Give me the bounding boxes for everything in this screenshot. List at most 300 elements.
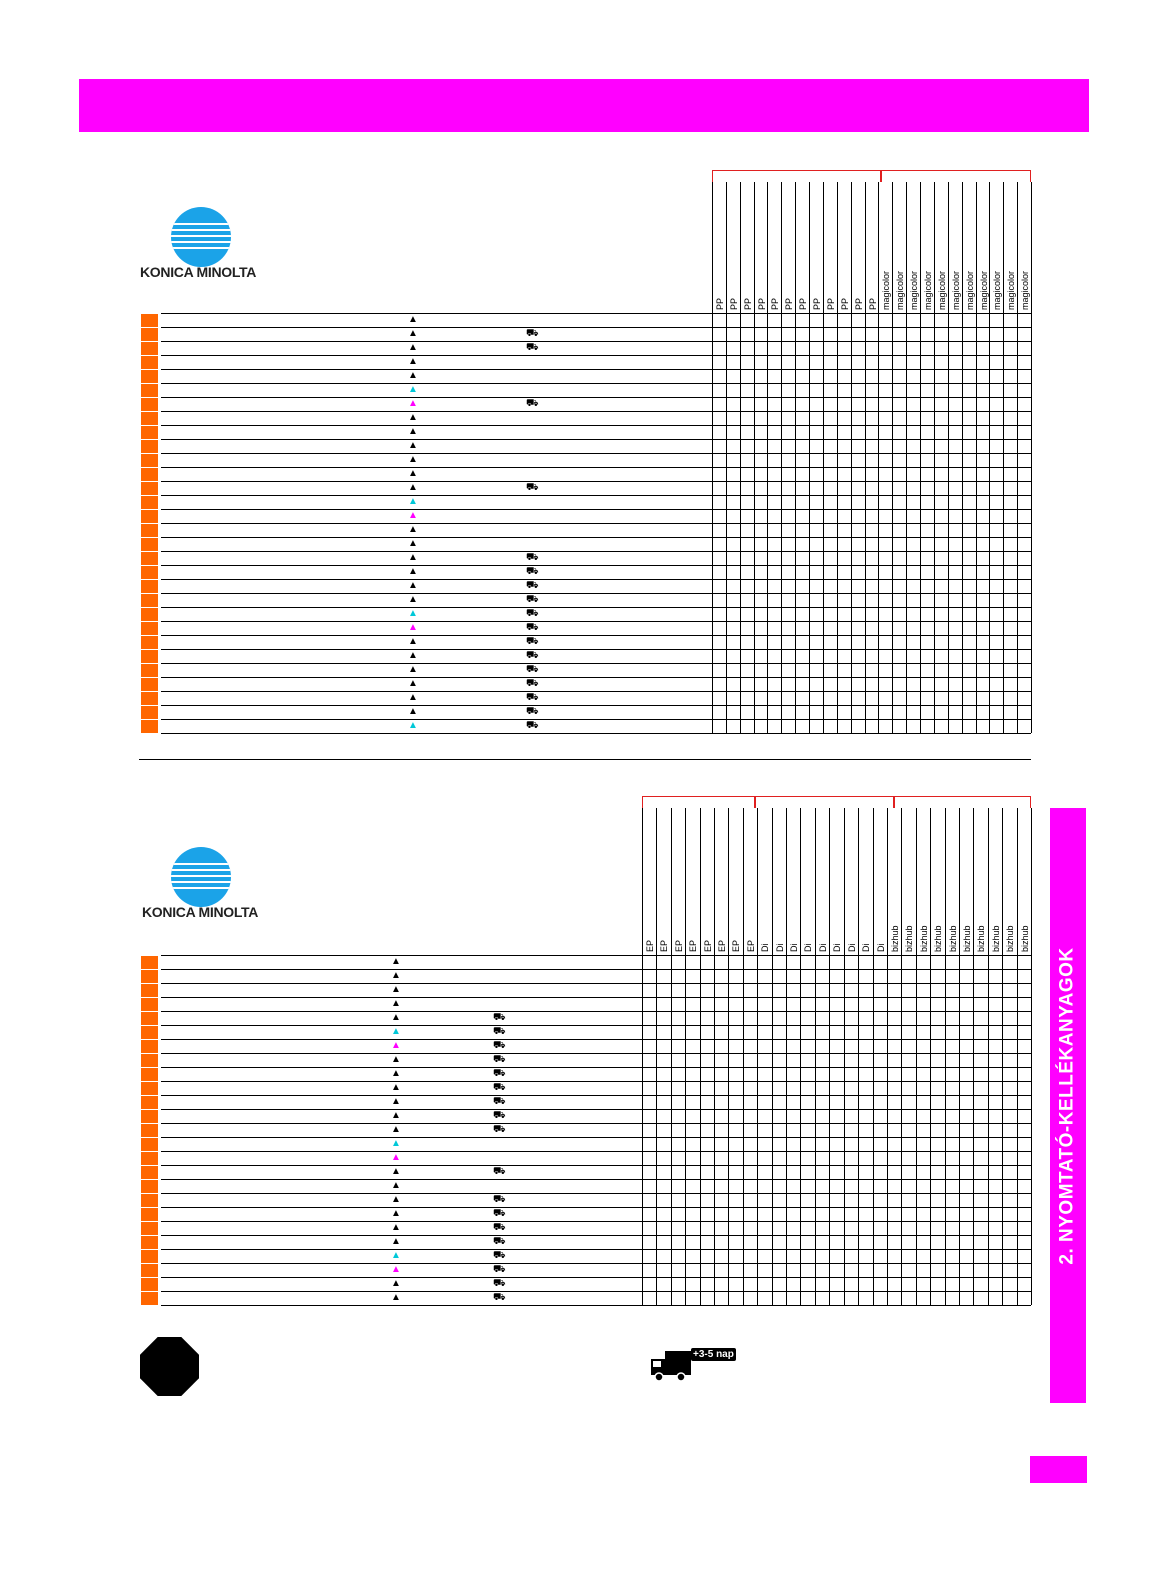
toner-icon: ▲ <box>391 1180 401 1191</box>
toner-icon: ▲ <box>408 496 418 507</box>
toner-icon: ▲ <box>408 608 418 619</box>
grid-column-line <box>728 808 729 1305</box>
row-marker <box>141 1138 158 1151</box>
grid-column-line <box>973 808 974 1305</box>
toner-icon: ▲ <box>391 1082 401 1093</box>
table-row <box>161 1137 1031 1138</box>
column-header-model: bizhub <box>1005 925 1016 952</box>
table-row <box>161 411 1031 412</box>
column-header-model: magicolor <box>909 270 920 310</box>
delivery-truck-icon: ⛟ <box>493 1040 506 1051</box>
table-row <box>161 1109 1031 1110</box>
table-row <box>161 369 1031 370</box>
table-row <box>161 579 1031 580</box>
grid-column-line <box>757 808 758 1305</box>
toner-icon: ▲ <box>391 1166 401 1177</box>
grid-column-line <box>901 808 902 1305</box>
row-marker <box>141 622 158 635</box>
row-marker <box>141 524 158 537</box>
delivery-truck-icon: ⛟ <box>493 1026 506 1037</box>
row-marker <box>141 566 158 579</box>
grid-column-line <box>844 808 845 1305</box>
delivery-truck-icon: ⛟ <box>526 678 539 689</box>
section-side-tab-label: 2. NYOMTATÓ-KELLÉKANYAGOK <box>1057 946 1078 1265</box>
toner-icon: ▲ <box>391 956 401 967</box>
column-header-model: EP <box>659 939 670 952</box>
grid-column-line <box>823 182 824 733</box>
toner-icon: ▲ <box>391 1278 401 1289</box>
grid-column-line <box>740 182 741 733</box>
table-row <box>161 1123 1031 1124</box>
grid-column-line <box>878 182 879 733</box>
header-banner <box>79 79 1089 132</box>
grid-column-line <box>1017 182 1018 733</box>
row-marker <box>141 314 158 327</box>
grid-column-line <box>887 808 888 1305</box>
row-marker <box>141 1040 158 1053</box>
row-marker <box>141 664 158 677</box>
row-marker <box>141 482 158 495</box>
table-row <box>161 327 1031 328</box>
delivery-truck-icon: ⛟ <box>493 1012 506 1023</box>
row-marker <box>141 1068 158 1081</box>
column-header-model: PP <box>867 297 878 310</box>
column-header-model: EP <box>702 939 713 952</box>
toner-icon: ▲ <box>408 720 418 731</box>
column-header-model: PP <box>853 297 864 310</box>
toner-icon: ▲ <box>408 356 418 367</box>
grid-column-line <box>754 182 755 733</box>
grid-column-line <box>800 808 801 1305</box>
row-marker <box>141 370 158 383</box>
table-row <box>161 341 1031 342</box>
toner-icon: ▲ <box>391 1054 401 1065</box>
table-row <box>161 509 1031 510</box>
toner-icon: ▲ <box>408 510 418 521</box>
grid-column-line <box>642 808 643 1305</box>
column-header-model: PP <box>839 297 850 310</box>
table-row <box>161 1277 1031 1278</box>
column-header-model: Di <box>817 943 828 952</box>
column-header-model: EP <box>717 939 728 952</box>
grid-column-line <box>930 808 931 1305</box>
column-header-model: PP <box>825 297 836 310</box>
delivery-truck-icon: ⛟ <box>493 1124 506 1135</box>
column-header-model: EP <box>745 939 756 952</box>
grid-column-line <box>892 182 893 733</box>
toner-icon: ▲ <box>408 594 418 605</box>
column-header-model: PP <box>770 297 781 310</box>
row-marker <box>141 1264 158 1277</box>
table-row <box>161 481 1031 482</box>
delivery-truck-icon: ⛟ <box>526 594 539 605</box>
table-row <box>161 495 1031 496</box>
grid-column-line <box>1002 808 1003 1305</box>
toner-icon: ▲ <box>391 1236 401 1247</box>
grid-column-line <box>815 808 816 1305</box>
toner-icon: ▲ <box>408 440 418 451</box>
column-header-model: Di <box>803 943 814 952</box>
grid-column-line <box>865 182 866 733</box>
delivery-truck-icon: ⛟ <box>493 1250 506 1261</box>
table-row <box>161 1039 1031 1040</box>
grid-column-line <box>959 808 960 1305</box>
table-row <box>161 397 1031 398</box>
toner-icon: ▲ <box>408 314 418 325</box>
grid-column-line <box>916 808 917 1305</box>
row-marker <box>141 1236 158 1249</box>
toner-icon: ▲ <box>408 370 418 381</box>
table-row <box>161 677 1031 678</box>
row-marker <box>141 1250 158 1263</box>
toner-icon: ▲ <box>408 622 418 633</box>
table-row <box>161 705 1031 706</box>
column-header-model: EP <box>673 939 684 952</box>
row-marker <box>141 1096 158 1109</box>
grid-column-line <box>837 182 838 733</box>
toner-icon: ▲ <box>408 664 418 675</box>
table-row <box>161 1151 1031 1152</box>
row-marker <box>141 1180 158 1193</box>
toner-icon: ▲ <box>391 1096 401 1107</box>
column-header-model: EP <box>731 939 742 952</box>
column-header-model: PP <box>812 297 823 310</box>
delivery-truck-icon: ⛟ <box>493 1208 506 1219</box>
toner-icon: ▲ <box>391 1110 401 1121</box>
delivery-truck-icon: ⛟ <box>526 664 539 675</box>
delivery-badge: +3-5 nap <box>693 1349 734 1360</box>
table-row <box>161 439 1031 440</box>
grid-column-line <box>1003 182 1004 733</box>
column-header-model: magicolor <box>1020 270 1031 310</box>
table-row <box>161 1053 1031 1054</box>
row-marker <box>141 720 158 733</box>
page-number-tab <box>1030 1456 1087 1483</box>
row-marker <box>141 328 158 341</box>
grid-column-line <box>1031 808 1032 1305</box>
delivery-truck-icon: ⛟ <box>526 706 539 717</box>
grid-column-line <box>948 182 949 733</box>
delivery-truck-icon: ⛟ <box>526 482 539 493</box>
grid-column-line <box>671 808 672 1305</box>
toner-icon: ▲ <box>408 580 418 591</box>
column-header-model: Di <box>861 943 872 952</box>
grid-column-line <box>851 182 852 733</box>
toner-icon: ▲ <box>408 692 418 703</box>
toner-icon: ▲ <box>391 984 401 995</box>
table-row <box>161 1249 1031 1250</box>
table-row <box>161 1193 1031 1194</box>
row-marker <box>141 510 158 523</box>
table-row <box>161 635 1031 636</box>
row-marker <box>141 1278 158 1291</box>
toner-icon: ▲ <box>408 538 418 549</box>
delivery-truck-icon: ⛟ <box>493 1194 506 1205</box>
row-marker <box>141 412 158 425</box>
grid-column-line <box>786 808 787 1305</box>
section-divider <box>139 759 1031 760</box>
delivery-truck-icon: ⛟ <box>493 1278 506 1289</box>
grid-column-line <box>685 808 686 1305</box>
row-marker <box>141 1222 158 1235</box>
grid-column-line <box>934 182 935 733</box>
table-row <box>161 1263 1031 1264</box>
row-marker <box>141 692 158 705</box>
table-row <box>161 719 1031 720</box>
delivery-truck-icon: ⛟ <box>493 1068 506 1079</box>
table-row <box>161 523 1031 524</box>
delivery-truck-icon: ⛟ <box>493 1082 506 1093</box>
delivery-truck-icon: ⛟ <box>526 622 539 633</box>
grid-column-line <box>920 182 921 733</box>
toner-icon: ▲ <box>408 706 418 717</box>
grid-column-line <box>873 808 874 1305</box>
row-marker <box>141 1194 158 1207</box>
delivery-truck-icon: ⛟ <box>526 650 539 661</box>
delivery-truck-icon: ⛟ <box>526 636 539 647</box>
table-row <box>161 663 1031 664</box>
row-marker <box>141 440 158 453</box>
table-row <box>161 1095 1031 1096</box>
column-header-model: Di <box>875 943 886 952</box>
delivery-truck-icon: ⛟ <box>526 720 539 731</box>
row-marker <box>141 398 158 411</box>
toner-icon: ▲ <box>408 524 418 535</box>
table-row <box>161 313 1031 314</box>
delivery-truck-icon: ⛟ <box>493 1292 506 1303</box>
delivery-truck-icon: ⛟ <box>526 580 539 591</box>
warning-octagon-icon <box>140 1337 199 1396</box>
toner-icon: ▲ <box>408 412 418 423</box>
grid-column-line <box>809 182 810 733</box>
row-marker <box>141 706 158 719</box>
column-header-model: Di <box>846 943 857 952</box>
grid-column-line <box>829 808 830 1305</box>
column-header-model: bizhub <box>947 925 958 952</box>
table-row <box>161 593 1031 594</box>
row-marker <box>141 454 158 467</box>
column-header-model: Di <box>789 943 800 952</box>
delivery-truck-icon: ⛟ <box>526 566 539 577</box>
column-header-model: PP <box>798 297 809 310</box>
table-row <box>161 1179 1031 1180</box>
row-marker <box>141 998 158 1011</box>
toner-icon: ▲ <box>391 1124 401 1135</box>
row-marker <box>141 984 158 997</box>
row-marker <box>141 650 158 663</box>
row-marker <box>141 496 158 509</box>
grid-column-line <box>700 808 701 1305</box>
brand-wordmark: KONICA MINOLTA <box>142 904 259 920</box>
column-header-model: Di <box>832 943 843 952</box>
column-header-model: Di <box>760 943 771 952</box>
table-row <box>161 607 1031 608</box>
toner-icon: ▲ <box>391 1040 401 1051</box>
grid-column-line <box>781 182 782 733</box>
grid-column-line <box>976 182 977 733</box>
row-marker <box>141 1082 158 1095</box>
row-marker <box>141 1054 158 1067</box>
delivery-truck-icon: ⛟ <box>526 608 539 619</box>
grid-column-line <box>726 182 727 733</box>
table-row <box>161 425 1031 426</box>
table-row <box>161 1165 1031 1166</box>
delivery-truck-icon: ⛟ <box>493 1264 506 1275</box>
column-header-model: magicolor <box>895 270 906 310</box>
grid-column-line <box>795 182 796 733</box>
toner-icon: ▲ <box>391 1138 401 1149</box>
table-row <box>161 1305 1031 1306</box>
toner-icon: ▲ <box>408 398 418 409</box>
row-marker <box>141 1152 158 1165</box>
delivery-truck-icon: ⛟ <box>493 1054 506 1065</box>
grid-column-line <box>988 808 989 1305</box>
grid-column-line <box>767 182 768 733</box>
table-row <box>161 969 1031 970</box>
column-group-bracket <box>755 796 894 808</box>
table-row <box>161 453 1031 454</box>
column-header-model: bizhub <box>904 925 915 952</box>
table-row <box>161 983 1031 984</box>
grid-column-line <box>989 182 990 733</box>
column-header-model: magicolor <box>950 270 961 310</box>
brand-wordmark: KONICA MINOLTA <box>140 264 257 280</box>
row-marker <box>141 970 158 983</box>
table-row <box>161 355 1031 356</box>
row-marker <box>141 608 158 621</box>
column-header-model: PP <box>728 297 739 310</box>
column-group-bracket <box>712 170 881 182</box>
grid-column-line <box>712 182 713 733</box>
grid-column-line <box>906 182 907 733</box>
toner-icon: ▲ <box>391 1208 401 1219</box>
toner-icon: ▲ <box>408 650 418 661</box>
grid-column-line <box>714 808 715 1305</box>
toner-icon: ▲ <box>391 1068 401 1079</box>
toner-icon: ▲ <box>391 1250 401 1261</box>
row-marker <box>141 580 158 593</box>
table-row <box>161 1025 1031 1026</box>
delivery-truck-icon: ⛟ <box>526 398 539 409</box>
konica-minolta-globe-icon <box>171 847 231 907</box>
column-header-model: EP <box>645 939 655 952</box>
row-marker <box>141 956 158 969</box>
column-header-model: magicolor <box>923 270 934 310</box>
column-header-model: PP <box>715 297 725 310</box>
table-row <box>161 1011 1031 1012</box>
table-row <box>161 997 1031 998</box>
grid-column-line <box>1031 182 1032 733</box>
delivery-truck-icon: ⛟ <box>493 1222 506 1233</box>
toner-icon: ▲ <box>408 426 418 437</box>
column-header-model: magicolor <box>992 270 1003 310</box>
row-marker <box>141 552 158 565</box>
row-marker <box>141 342 158 355</box>
column-header-model: magicolor <box>936 270 947 310</box>
delivery-truck-icon: ⛟ <box>526 552 539 563</box>
table-row <box>161 691 1031 692</box>
table-row <box>161 1291 1031 1292</box>
column-header-model: bizhub <box>918 925 929 952</box>
column-header-model: magicolor <box>1006 270 1017 310</box>
table-row <box>161 467 1031 468</box>
table-row <box>161 1221 1031 1222</box>
toner-icon: ▲ <box>391 1012 401 1023</box>
row-marker <box>141 356 158 369</box>
row-marker <box>141 468 158 481</box>
grid-column-line <box>743 808 744 1305</box>
delivery-truck-icon: ⛟ <box>493 1110 506 1121</box>
toner-icon: ▲ <box>408 342 418 353</box>
column-header-model: bizhub <box>961 925 972 952</box>
column-header-model: bizhub <box>990 925 1001 952</box>
table-row <box>161 551 1031 552</box>
column-header-model: bizhub <box>1019 925 1030 952</box>
column-header-model: EP <box>688 939 699 952</box>
grid-column-line <box>656 808 657 1305</box>
toner-icon: ▲ <box>408 384 418 395</box>
column-header-model: magicolor <box>978 270 989 310</box>
toner-icon: ▲ <box>391 970 401 981</box>
column-group-bracket <box>642 796 755 808</box>
toner-icon: ▲ <box>391 1194 401 1205</box>
column-group-bracket <box>881 170 1031 182</box>
delivery-truck-icon: ⛟ <box>493 1236 506 1247</box>
row-marker <box>141 594 158 607</box>
toner-icon: ▲ <box>408 482 418 493</box>
section-side-tab <box>1050 808 1086 1403</box>
toner-icon: ▲ <box>391 1264 401 1275</box>
grid-column-line <box>858 808 859 1305</box>
toner-icon: ▲ <box>391 1026 401 1037</box>
row-marker <box>141 538 158 551</box>
toner-icon: ▲ <box>408 678 418 689</box>
konica-minolta-globe-icon <box>171 207 231 267</box>
toner-icon: ▲ <box>408 468 418 479</box>
table-row <box>161 649 1031 650</box>
grid-column-line <box>1017 808 1018 1305</box>
toner-icon: ▲ <box>391 1222 401 1233</box>
column-header-model: PP <box>742 297 753 310</box>
table-row <box>161 1235 1031 1236</box>
table-row <box>161 1207 1031 1208</box>
toner-icon: ▲ <box>391 1292 401 1303</box>
table-row <box>161 1081 1031 1082</box>
table-row <box>161 621 1031 622</box>
column-header-model: bizhub <box>976 925 987 952</box>
grid-column-line <box>962 182 963 733</box>
row-marker <box>141 1292 158 1305</box>
table-row <box>161 537 1031 538</box>
column-header-model: PP <box>756 297 767 310</box>
row-marker <box>141 678 158 691</box>
toner-icon: ▲ <box>408 636 418 647</box>
table-row <box>161 383 1031 384</box>
table-row <box>161 955 1031 956</box>
delivery-truck-icon: ⛟ <box>526 692 539 703</box>
row-marker <box>141 1012 158 1025</box>
column-header-model: magicolor <box>881 270 892 310</box>
grid-column-line <box>945 808 946 1305</box>
toner-icon: ▲ <box>391 1152 401 1163</box>
column-group-bracket <box>894 796 1031 808</box>
row-marker <box>141 1026 158 1039</box>
table-row <box>161 565 1031 566</box>
table-row <box>161 733 1031 734</box>
toner-icon: ▲ <box>408 328 418 339</box>
column-header-model: bizhub <box>889 925 900 952</box>
toner-icon: ▲ <box>408 454 418 465</box>
